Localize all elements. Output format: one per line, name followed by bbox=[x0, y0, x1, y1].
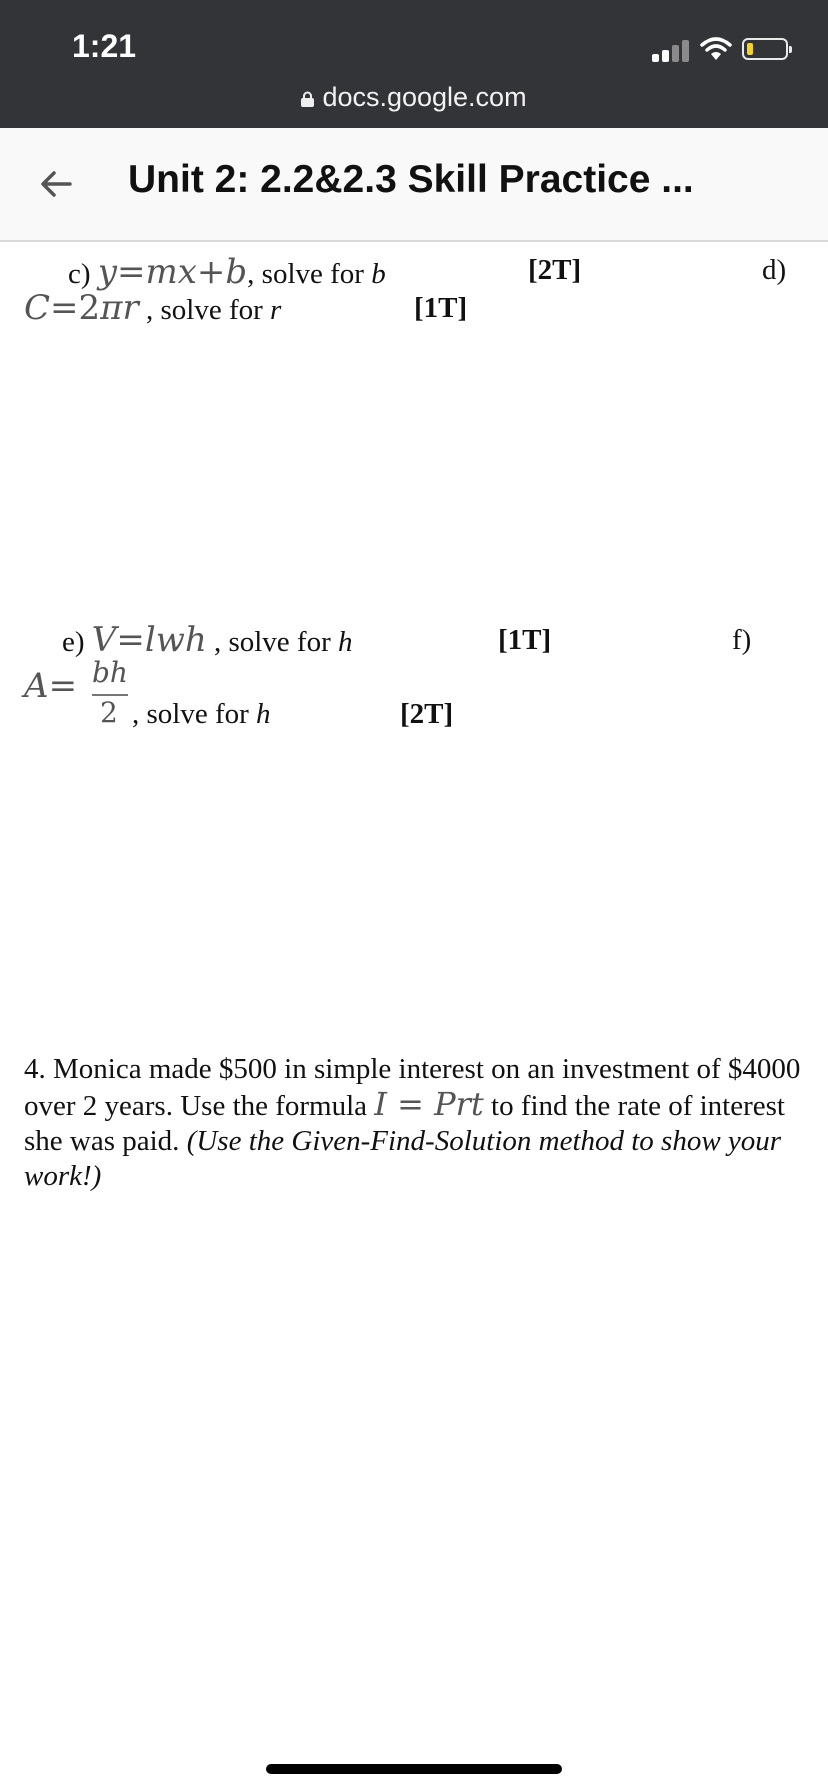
problem-e-eq-lhs: V bbox=[91, 620, 117, 660]
problem-c-eq-rhs: mx+b bbox=[145, 252, 248, 292]
problem-e-var: h bbox=[338, 626, 353, 658]
problem-d-label: d) bbox=[762, 254, 787, 286]
url-text: docs.google.com bbox=[322, 82, 527, 112]
cellular-signal-icon bbox=[652, 38, 690, 62]
problem-f-frac-den: 2 bbox=[100, 696, 118, 729]
document-body bbox=[0, 242, 828, 1792]
question-4-text-1: 4. Monica made $500 in simple interest on an investment of $4000 over 2 years. Use the formula bbox=[24, 1053, 801, 1122]
document-title: Unit 2: 2.2&2.3 Skill Practice ... bbox=[128, 158, 694, 201]
problem-f-eq-equals: = bbox=[48, 666, 78, 706]
problem-d-points: [1T] bbox=[414, 292, 468, 324]
problem-f-points: [2T] bbox=[400, 698, 454, 730]
battery-icon bbox=[742, 38, 788, 60]
address-bar[interactable] bbox=[0, 82, 828, 113]
doc-toolbar bbox=[0, 128, 828, 242]
home-indicator[interactable] bbox=[266, 1764, 562, 1774]
problem-c-label: c) bbox=[68, 258, 91, 290]
problem-f-label: f) bbox=[732, 624, 752, 656]
problem-f-rest bbox=[132, 698, 271, 731]
question-4 bbox=[24, 1052, 814, 1194]
lock-icon bbox=[301, 91, 314, 107]
problem-d bbox=[24, 288, 281, 328]
problem-c-var: b bbox=[371, 258, 386, 290]
problem-e-eq-equals: = bbox=[116, 620, 145, 660]
problem-c bbox=[68, 252, 386, 292]
problem-f-lhs bbox=[24, 666, 77, 706]
question-4-text-2: to find the rate of interest she was paid. bbox=[24, 1090, 785, 1157]
problem-f-eq-lhs: A bbox=[24, 666, 49, 706]
problem-e-label: e) bbox=[62, 626, 85, 658]
status-time: 1:21 bbox=[72, 28, 137, 64]
problem-e bbox=[62, 620, 353, 660]
problem-d-eq-lhs: C bbox=[24, 288, 51, 328]
problem-f-frac-num: bh bbox=[92, 656, 128, 689]
problem-e-eq-rhs: lwh bbox=[144, 620, 207, 660]
question-4-instructions: (Use the Given-Find-Solution method to show your work!) bbox=[24, 1125, 782, 1192]
problem-c-text: , solve for bbox=[247, 258, 372, 290]
problem-e-points: [1T] bbox=[498, 624, 552, 656]
problem-d-text: , solve for bbox=[138, 294, 271, 326]
status-bar bbox=[0, 0, 828, 128]
problem-d-eq-coef: 2 bbox=[78, 288, 101, 328]
problem-d-eq-rhs: πr bbox=[100, 288, 139, 328]
problem-d-var: r bbox=[270, 294, 282, 326]
problem-e-text: , solve for bbox=[206, 626, 338, 658]
problem-c-eq-equals: = bbox=[117, 252, 146, 292]
problem-d-eq-equals: = bbox=[50, 288, 79, 328]
back-arrow-icon[interactable] bbox=[36, 164, 76, 204]
wifi-icon bbox=[700, 36, 732, 62]
problem-f-text: , solve for bbox=[132, 698, 257, 730]
problem-f-fraction bbox=[92, 656, 132, 736]
problem-c-points: [2T] bbox=[528, 254, 582, 286]
problem-f-var: h bbox=[256, 698, 271, 730]
question-4-formula: I = Prt bbox=[374, 1085, 484, 1123]
problem-c-eq-y: y bbox=[97, 252, 117, 292]
